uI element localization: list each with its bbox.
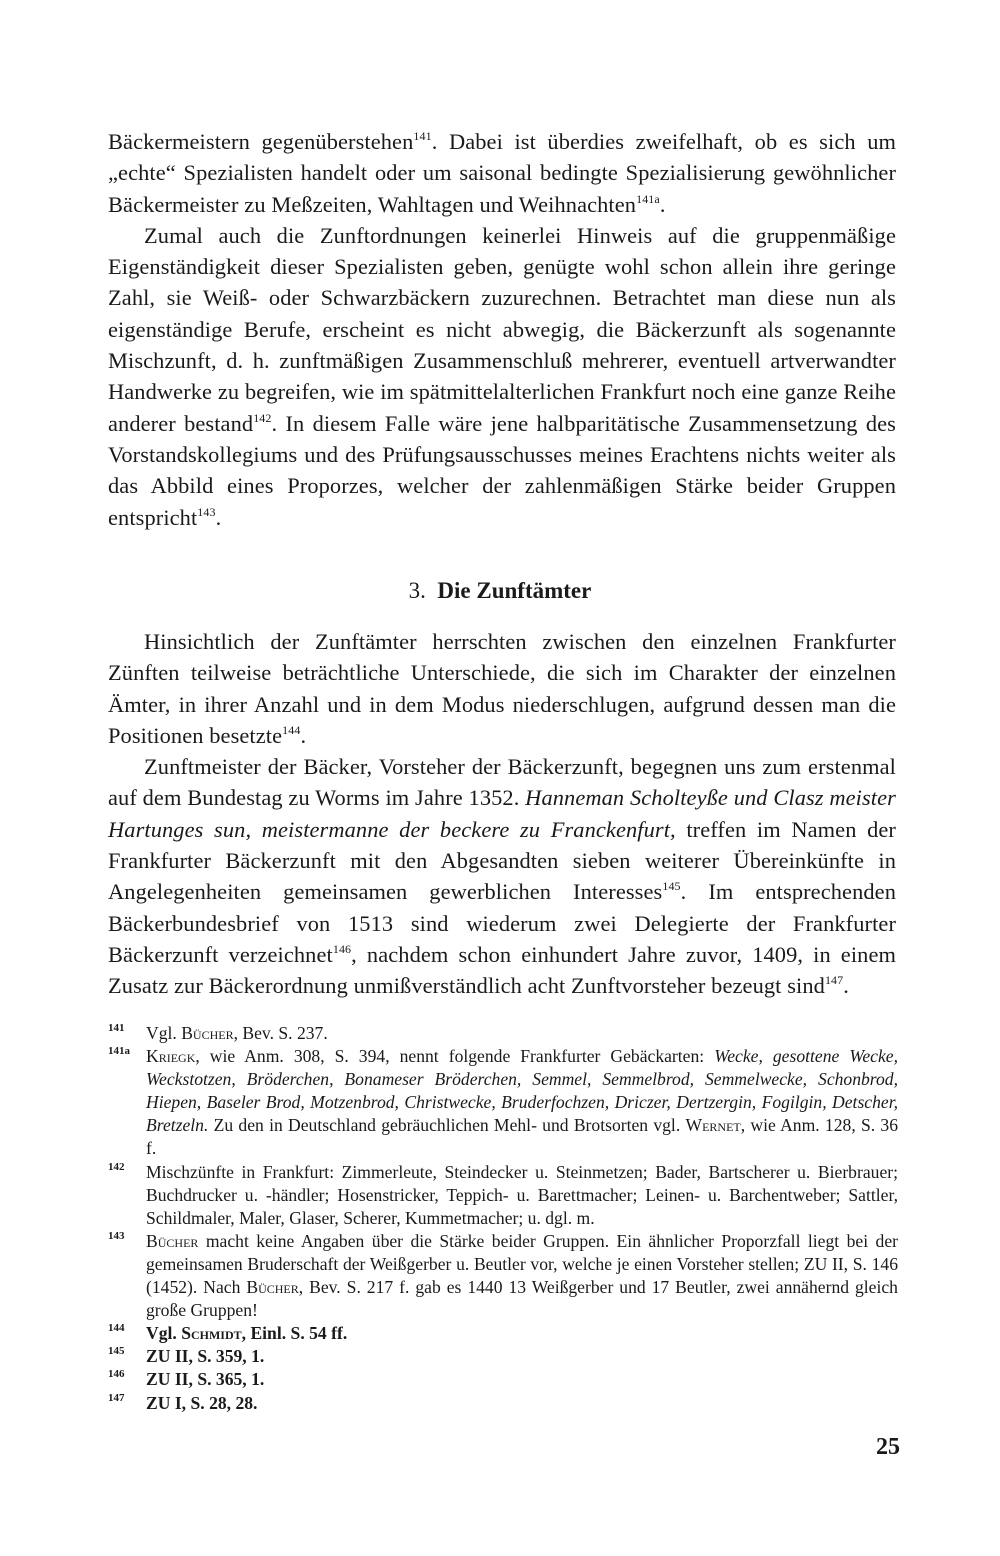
footnote-141	[108, 1022, 898, 1045]
paragraph-text: treffen im Namen der Frankfurter Bäckerzunft mit den Abgesandten sieben weiterer Übereinkünfte in Angelegenheiten gemeinsamen gewerblichen Interesses	[108, 816, 896, 905]
paragraph-text: .	[659, 191, 666, 217]
footnote-143	[108, 1230, 898, 1322]
footnote-147	[108, 1392, 898, 1415]
author-name: Bücher	[246, 1277, 299, 1298]
paragraph-text: Zumal auch die Zunftordnungen keinerlei Hinweis auf die gruppenmäßige Eigenständigkeit dieser Spezialisten geben, genügte wohl schon allein ihre geringe Zahl, sie Weiß- oder Schwarzbäckern zuzurechnen. Betrachtet man diese nun als eigenständige Berufe, erscheint es nicht abwegig, die Bäckerzunft als sogenannte Mischzunft, d. h. zunftmäßigen Zusammenschluß mehrerer, eventuell artverwandter Handwerke zu begreifen, wie im spätmittelalterlichen Frankfurt noch eine ganze Reihe anderer bestand	[108, 222, 896, 436]
footnote-142	[108, 1161, 898, 1230]
bread-list: Wecke, gesottene Wecke, Weckstotzen, Bröderchen, Bonameser Bröderchen, Semmel, Semmelbrod, Semmelwecke, Schonbrod, Hiepen, Baseler Brod, Motzenbrod, Christwecke, Bruderfochzen, Driczer, Dertzergin, Fogilgin, Detscher, Bretzeln.	[146, 1046, 898, 1136]
section-title: Die Zunftämter	[437, 578, 592, 603]
footnote-text: Kriegk, wie Anm. 308, S. 394, nennt folgende Frankfurter Gebäckarten: Wecke, gesottene Wecke, Weckstotzen, Bröderchen, Bonameser Bröderchen, Semmel, Semmelbrod, Semmelwecke, Schonbrod, Hiepen, Baseler Brod, Motzenbrod, Christwecke, Bruderfochzen, Driczer, Dertzergin, Fogilgin, Detscher, Bretzeln. Zu den in Deutschland gebräuchlichen Mehl- und Brotsorten vgl. Wernet, wie Anm. 128, S. 36 f.	[146, 1046, 899, 1159]
footnote-145	[108, 1345, 898, 1368]
paragraph	[108, 220, 896, 533]
section-number: 3.	[408, 578, 426, 603]
footnote-number: 146	[108, 1368, 125, 1381]
paragraph-text: .	[215, 504, 222, 530]
paragraph-text: Zunftmeister der Bäcker, Vorsteher der Bäckerzunft, begegnen uns zum erstenmal auf dem Bundestag zu Worms im Jahre 1352.	[108, 754, 896, 811]
quotation: Hanneman Scholteyße und Clasz meister Hartunges sun, meistermanne der beckere zu Franckenfurt,	[108, 785, 896, 842]
footnote-number: 141	[108, 1022, 125, 1034]
paragraph-continuation	[108, 126, 896, 220]
footnote-text: ZU II, S. 365, 1.	[146, 1369, 265, 1390]
paragraph-text: Hinsichtlich der Zunftämter herrschten zwischen den einzelnen Frankfurter Zünften teilweise beträchtliche Unterschiede, die sich im Charakter der einzelnen Ämter, in ihrer Anzahl und in dem Modus niederschlugen, aufgrund dessen man die Positionen besetzte	[108, 629, 896, 748]
footnote-number: 141a	[108, 1045, 130, 1058]
footnote-146	[108, 1368, 898, 1391]
page-number: 25	[876, 1434, 900, 1460]
paragraph	[108, 751, 896, 1001]
author-name: Wernet	[685, 1115, 741, 1136]
footnote-text: ZU I, S. 28, 28.	[146, 1392, 258, 1413]
footnotes	[108, 1022, 898, 1415]
footnote-ref[interactable]: 144	[282, 722, 301, 737]
footnote-ref[interactable]: 143	[197, 504, 216, 519]
paragraph	[108, 626, 896, 751]
footnote-ref[interactable]: 141a	[636, 191, 660, 206]
paragraph-text: .	[843, 973, 849, 999]
author-name: Schmidt	[181, 1323, 242, 1344]
footnote-text: Mischzünfte in Frankfurt: Zimmerleute, Steindecker u. Steinmetzen; Bader, Bartscherer u. Bierbrauer; Buchdrucker u. -händler; Hosenstricker, Teppich- u. Barettmacher; Leinen- u. Barchentweber; Sattler, Schildmaler, Maler, Glaser, Scherer, Kummetmacher; u. dgl. m.	[146, 1161, 898, 1228]
paragraph-text: . Dabei ist überdies zweifelhaft, ob es sich um „echte“ Spezialisten handelt oder um saisonal bedingte Spezialisierung gewöhnlicher Bäckermeister zu Meßzeiten, Wahltagen und Weihnachten	[108, 129, 896, 217]
author-name: Bücher	[146, 1230, 199, 1251]
main-text-top	[108, 126, 896, 533]
footnote-number: 145	[108, 1345, 125, 1358]
footnote-ref[interactable]: 147	[824, 973, 844, 988]
paragraph-text: Bäckermeistern gegenüberstehen	[108, 129, 414, 154]
paragraph-text: .	[300, 722, 307, 748]
section-heading	[0, 576, 1000, 606]
footnote-text: Vgl. Bücher, Bev. S. 237.	[146, 1023, 328, 1043]
paragraph-text: , nachdem schon einhundert Jahre zuvor, 1409, in einem Zusatz zur Bäckerordnung unmißverständlich acht Zunftvorsteher bezeugt sind	[108, 941, 896, 999]
footnote-ref[interactable]: 141	[413, 129, 432, 143]
footnote-text: Vgl. Schmidt, Einl. S. 54 ff.	[146, 1323, 348, 1344]
paragraph-text: . Im entsprechenden Bäckerbundesbrief von 1513 sind wiederum zwei Delegierte der Frankfurter Bäckerzunft verzeichnet	[108, 879, 897, 967]
footnote-141a	[108, 1045, 898, 1160]
footnote-number: 147	[108, 1391, 125, 1404]
footnote-144	[108, 1322, 898, 1345]
main-text-bottom	[108, 626, 896, 1002]
paragraph-text: . In diesem Falle wäre jene halbparitätische Zusammensetzung des Vorstandskollegiums und des Prüfungsausschusses meines Erachtens nichts weiter als das Abbild eines Proporzes, welcher der zahlenmäßigen Stärke beider Gruppen entspricht	[108, 410, 896, 530]
author-name: Kriegk	[146, 1046, 196, 1067]
footnote-ref[interactable]: 146	[332, 941, 352, 956]
footnote-number: 142	[108, 1160, 125, 1173]
footnote-number: 144	[108, 1322, 125, 1335]
footnote-text: Bücher macht keine Angaben über die Stärke beider Gruppen. Ein ähnlicher Proporzfall liegt bei der gemeinsamen Bruderschaft der Weißgerber u. Beutler vor, welche je einen Vorsteher stellen; ZU II, S. 146 (1452). Nach Bücher, Bev. S. 217 f. gab es 1440 13 Weißgerber und 17 Beutler, zwei annähernd gleich große Gruppen!	[146, 1230, 898, 1321]
author-name: Bücher	[181, 1023, 234, 1043]
footnote-text: ZU II, S. 359, 1.	[146, 1346, 265, 1367]
footnote-ref[interactable]: 142	[253, 410, 272, 425]
footnote-number: 143	[108, 1229, 125, 1242]
footnote-ref[interactable]: 145	[662, 879, 681, 894]
